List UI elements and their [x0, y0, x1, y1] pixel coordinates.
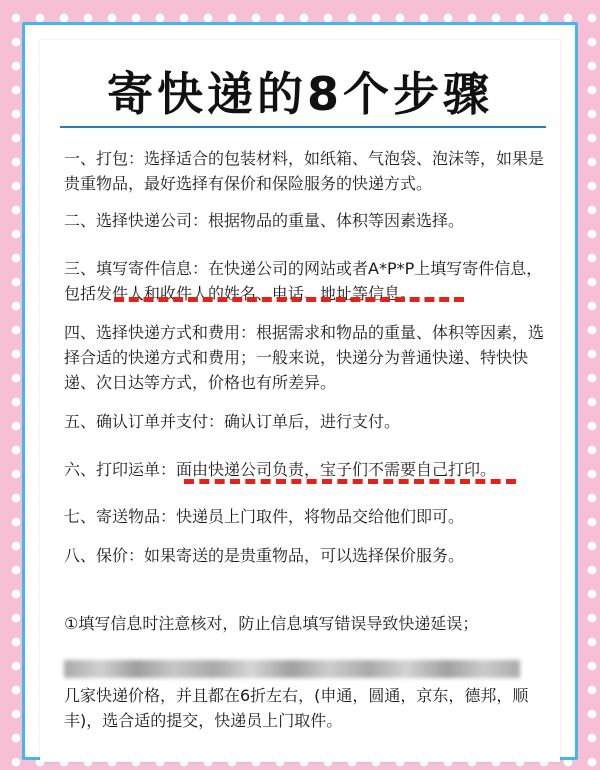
step-3-text: 三、填写寄件信息：在快递公司的网站或者A*P*P上填写寄件信息，包括发件人和收件人的姓名、电话、地址等信息。 — [64, 259, 543, 303]
step-4-text: 四、选择快递方式和费用：根据需求和物品的重量、体积等因素，选择合适的快递方式和费用；一般来说，快递分为普通快递、特快快递、次日达等方式，价格也有所差异。 — [64, 323, 545, 392]
step-6-text: 六、打印运单：面由快递公司负责，宝子们不需要自己打印。 — [64, 460, 497, 479]
page-title: 寄快递的8个步骤 — [106, 67, 493, 121]
title-divider — [60, 126, 546, 128]
step-3-red-underline — [114, 297, 464, 302]
note-text: ①填写信息时注意核对，防止信息填写错误导致快递延误； — [64, 614, 479, 633]
step-1-text: 一、打包：选择适合的包装材料，如纸箱、气泡袋、泡沫等，如果是贵重物品，最好选择有保价和保险服务的快递方式。 — [64, 149, 545, 193]
footer-text: 几家快递价格，并且都在6折左右，(申通，圆通，京东，德邦，顺丰)，选合适的提交，快递员上门取件。 — [64, 686, 529, 730]
step-2-text: 二、选择快递公司：根据物品的重量、体积等因素选择。 — [64, 211, 465, 230]
blurred-text-line — [64, 660, 520, 678]
step-7-text: 七、寄送物品：快递员上门取件，将物品交给他们即可。 — [64, 507, 465, 526]
step-8-text: 八、保价：如果寄送的是贵重物品，可以选择保价服务。 — [64, 546, 465, 565]
step-6-red-underline — [184, 479, 516, 484]
step-5-text: 五、确认订单并支付：确认订单后，进行支付。 — [64, 412, 401, 431]
